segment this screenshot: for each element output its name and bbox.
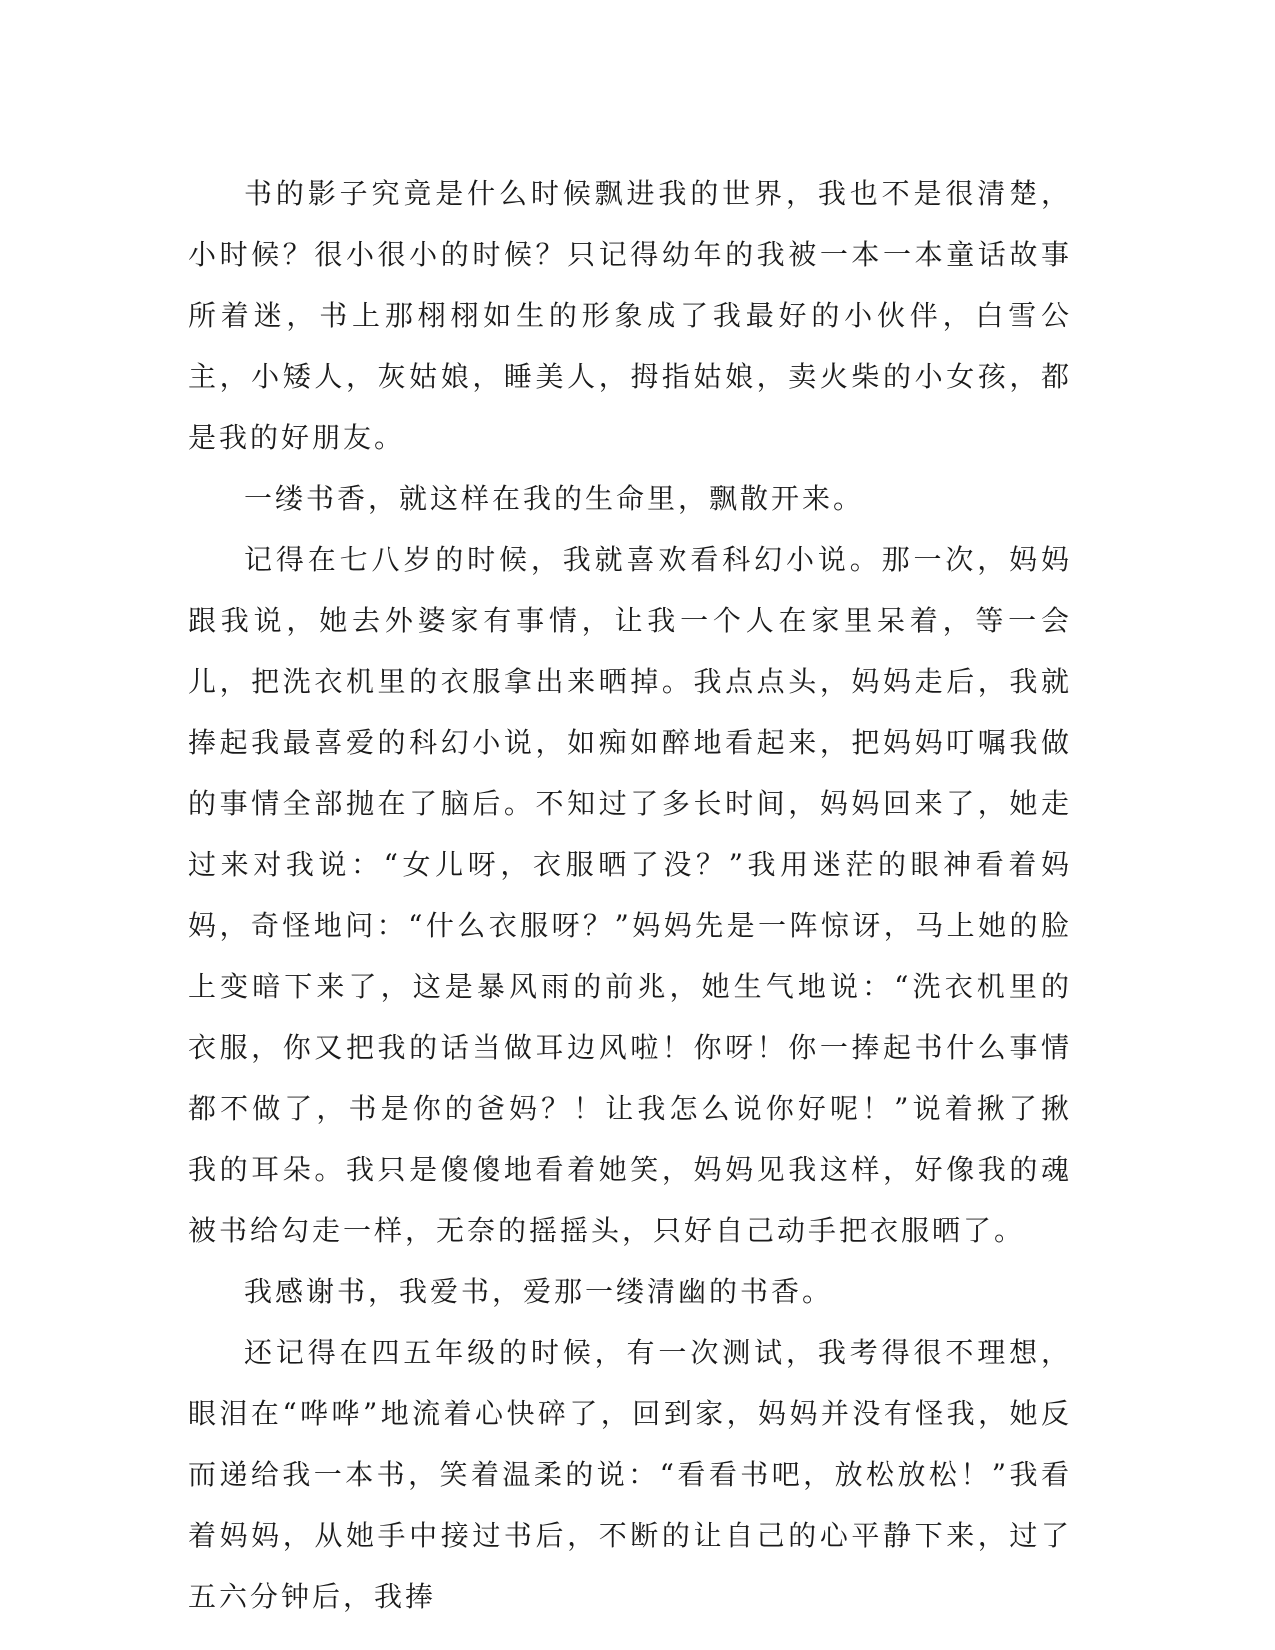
paragraph-childhood-fairy-tales: 书的影子究竟是什么时候飘进我的世界，我也不是很清楚，小时候？很小很小的时候？只记得幼年的我被一本一本童话故事所着迷，书上那栩栩如生的形象成了我最好的小伙伴，白雪公主，小矮人，灰姑娘，睡美人，拇指姑娘，卖火柴的小女孩，都是我的好朋友。 xyxy=(188,177,1072,454)
essay-body xyxy=(188,163,1072,1627)
paragraph-book-fragrance: 一缕书香，就这样在我的生命里，飘散开来。 xyxy=(244,482,865,515)
paragraph-exam-memory: 还记得在四五年级的时候，有一次测试，我考得很不理想，眼泪在“哗哗”地流着心快碎了，回到家，妈妈并没有怪我，她反而递给我一本书，笑着温柔的说：“看看书吧，放松放松！”我看着妈妈，从她手中接过书后，不断的让自己的心平静下来，过了五六分钟后，我捧 xyxy=(188,1336,1072,1613)
paragraph-gratitude-to-books: 我感谢书，我爱书，爱那一缕清幽的书香。 xyxy=(244,1275,834,1308)
paragraph-science-fiction-story: 记得在七八岁的时候，我就喜欢看科幻小说。那一次，妈妈跟我说，她去外婆家有事情，让我一个人在家里呆着，等一会儿，把洗衣机里的衣服拿出来晒掉。我点点头，妈妈走后，我就捧起我最喜爱的科幻小说，如痴如醉地看起来，把妈妈叮嘱我做的事情全部抛在了脑后。不知过了多长时间，妈妈回来了，她走过来对我说：“女儿呀，衣服晒了没？”我用迷茫的眼神看着妈妈，奇怪地问：“什么衣服呀？”妈妈先是一阵惊讶，马上她的脸上变暗下来了，这是暴风雨的前兆，她生气地说：“洗衣机里的衣服，你又把我的话当做耳边风啦！你呀！你一捧起书什么事情都不做了，书是你的爸妈？！让我怎么说你好呢！”说着揪了揪我的耳朵。我只是傻傻地看着她笑，妈妈见我这样，好像我的魂被书给勾走一样，无奈的摇摇头，只好自己动手把衣服晒了。 xyxy=(188,543,1072,1247)
